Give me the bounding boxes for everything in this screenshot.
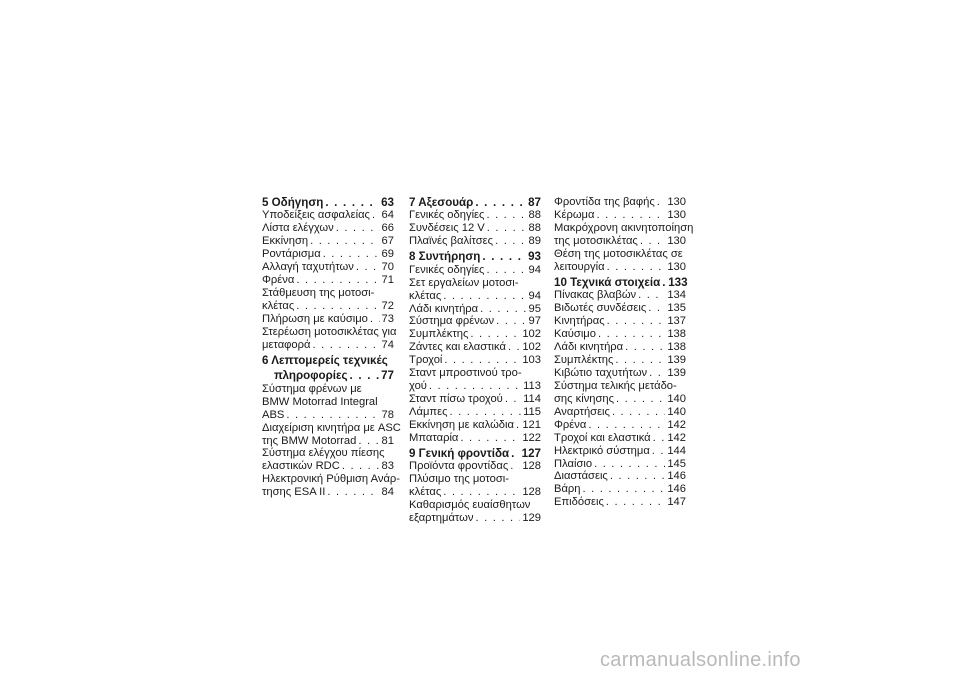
- toc-page-number: 113: [523, 380, 541, 393]
- toc-entry-title: 8 Συντήρηση: [409, 250, 481, 264]
- toc-entry: [554, 483, 686, 496]
- dot-leader: [487, 222, 527, 235]
- toc-entry: [554, 354, 686, 367]
- toc-entry-title: Σύστημα ελέγχου πίεσης: [262, 447, 385, 460]
- toc-entry: [554, 315, 686, 328]
- toc-entry: [409, 473, 541, 486]
- toc-page-number: 70: [381, 261, 394, 274]
- toc-entry-title: λειτουργία: [554, 260, 605, 273]
- toc-entry-title: Διαστάσεις: [554, 470, 608, 483]
- toc-page-number: 146: [667, 470, 686, 483]
- toc-page-number: 138: [667, 340, 686, 353]
- dot-leader: [310, 235, 379, 248]
- dot-leader: [444, 354, 520, 367]
- toc-entry: [409, 315, 541, 328]
- toc-entry: [262, 287, 394, 300]
- toc-chapter-heading: [409, 447, 541, 460]
- dot-leader: [653, 432, 666, 445]
- toc-entry: [554, 209, 686, 222]
- toc-page-number: 66: [381, 222, 394, 235]
- dot-leader: [594, 458, 665, 471]
- dot-leader: [598, 328, 665, 341]
- toc-entry-title: BMW Motorrad Integral: [262, 395, 378, 408]
- dot-leader: [510, 460, 520, 473]
- toc-entry: [554, 406, 686, 419]
- toc-entry-title: Μπαταρία: [409, 432, 459, 445]
- toc-entry-title: Ζάντες και ελαστικά: [409, 341, 506, 354]
- toc-entry: [262, 209, 394, 222]
- toc-entry-title: Σταντ πίσω τροχού: [409, 393, 503, 406]
- toc-entry: [554, 196, 686, 209]
- toc-entry: [262, 460, 394, 473]
- toc-entry: [554, 221, 694, 235]
- dot-leader: [429, 380, 521, 393]
- toc-entry: [409, 380, 541, 393]
- dot-leader: [475, 196, 526, 209]
- toc-column-1: [262, 196, 401, 499]
- toc-chapter-heading: [409, 196, 541, 209]
- toc-entry: [409, 290, 541, 303]
- toc-entry: [554, 432, 686, 445]
- dot-leader: [296, 274, 379, 287]
- toc-page-number: 140: [667, 392, 686, 405]
- toc-entry-title: Επιδόσεις: [554, 496, 604, 509]
- toc-entry-title: Πίνακας βλαβών: [554, 289, 637, 302]
- toc-page-number: 97: [528, 315, 541, 328]
- toc-entry: [262, 274, 394, 287]
- toc-entry-title: Προϊόντα φροντίδας: [409, 460, 509, 473]
- dot-leader: [649, 367, 665, 380]
- dot-leader: [342, 460, 380, 473]
- toc-entry-title: Μακρόχρονη ακινητοποίηση: [554, 221, 694, 234]
- dot-leader: [480, 303, 526, 316]
- toc-page-number: 87: [528, 196, 541, 209]
- dot-leader: [652, 445, 666, 458]
- toc-entry-title: Βιδωτές συνδέσεις: [554, 302, 647, 315]
- dot-leader: [350, 369, 380, 382]
- dot-leader: [610, 470, 665, 483]
- toc-entry-title: τησης ESA II: [262, 486, 326, 499]
- toc-entry-title: μεταφορά: [262, 338, 311, 351]
- dot-leader: [476, 512, 521, 525]
- toc-entry-title: εξαρτημάτων: [409, 512, 474, 525]
- toc-entry-title: Ηλεκτρικό σύστημα: [554, 444, 650, 457]
- toc-entry: [409, 499, 541, 512]
- dot-leader: [443, 290, 526, 303]
- toc-page-number: 128: [522, 460, 541, 473]
- toc-entry: [262, 486, 394, 499]
- toc-page-number: 67: [381, 235, 394, 248]
- toc-entry-title: Αλλαγή ταχυτήτων: [262, 261, 354, 274]
- dot-leader: [325, 196, 379, 209]
- toc-page-number: 140: [667, 405, 686, 418]
- dot-leader: [648, 302, 665, 315]
- toc-entry: [262, 435, 394, 448]
- toc-entry-title: της μοτοσικλέτας: [554, 234, 638, 247]
- toc-entry-title: Πλήρωση με καύσιμο: [262, 313, 368, 326]
- toc-entry-title: Πλαϊνές βαλίτσες: [409, 235, 494, 248]
- dot-leader: [443, 486, 520, 499]
- toc-entry: [262, 261, 394, 274]
- toc-page-number: 103: [522, 354, 541, 367]
- dot-leader: [596, 209, 665, 222]
- toc-page-number: 73: [381, 313, 394, 326]
- toc-entry: [409, 460, 541, 473]
- toc-entry: [262, 222, 394, 235]
- toc-entry-title: Καύσιμο: [554, 327, 596, 340]
- dot-leader: [606, 496, 665, 509]
- toc-page-number: 84: [381, 486, 394, 499]
- toc-chapter-heading: [262, 196, 394, 209]
- toc-chapter-heading: [554, 276, 686, 289]
- toc-column-3: [554, 196, 694, 509]
- toc-entry: [554, 380, 686, 393]
- toc-page-number: 135: [667, 302, 686, 315]
- watermark-text: carmanualsonline.info: [600, 649, 801, 671]
- toc-entry: [262, 421, 401, 435]
- toc-chapter-heading: [409, 250, 541, 263]
- toc-entry: [409, 235, 541, 248]
- toc-page-number: 139: [667, 353, 686, 366]
- toc-entry-title: Εκκίνηση με καλώδια: [409, 419, 514, 432]
- toc-page-number: 145: [667, 457, 686, 470]
- toc-page-number: 89: [528, 235, 541, 248]
- toc-entry: [554, 261, 686, 274]
- toc-entry-title: Στάθμευση της μοτοσι-: [262, 287, 375, 300]
- dot-leader: [638, 289, 665, 302]
- toc-entry-title: πληροφορίες: [274, 369, 348, 383]
- dot-leader: [358, 435, 379, 448]
- dot-leader: [607, 261, 666, 274]
- toc-entry-title: Κινητήρας: [554, 315, 605, 328]
- toc-page-number: 130: [667, 208, 686, 221]
- toc-entry: [554, 470, 686, 483]
- toc-page-number: 88: [528, 222, 541, 235]
- dot-leader: [657, 196, 666, 209]
- toc-page-number: 83: [381, 460, 394, 473]
- toc-entry-title: Λίστα ελέγχων: [262, 222, 334, 235]
- dot-leader: [616, 393, 665, 406]
- toc-entry-title: κλέτας: [409, 289, 442, 302]
- toc-entry: [409, 264, 541, 277]
- toc-entry: [554, 328, 686, 341]
- dot-leader: [336, 222, 380, 235]
- toc-entry: [554, 367, 686, 380]
- toc-entry-title: Τροχοί και ελαστικά: [554, 431, 651, 444]
- toc-entry: [262, 383, 394, 396]
- toc-page-number: 144: [667, 444, 686, 457]
- toc-entry-title: Συμπλέκτης: [554, 353, 614, 366]
- toc-entry-title: Λάδι κινητήρα: [554, 340, 624, 353]
- toc-column-2: [409, 196, 541, 525]
- toc-page-number: 142: [667, 418, 686, 431]
- toc-entry: [409, 486, 541, 499]
- toc-entry: [554, 289, 686, 302]
- toc-page-number: 115: [523, 406, 541, 419]
- toc-page-number: 102: [522, 328, 541, 341]
- toc-entry-title: Σύστημα φρένων με: [262, 382, 362, 395]
- toc-page-number: 81: [381, 434, 394, 447]
- dot-leader: [625, 341, 665, 354]
- toc-entry: [409, 341, 541, 354]
- toc-entry-title: Φροντίδα της βαφής: [554, 196, 655, 208]
- toc-page-number: 94: [528, 263, 541, 276]
- dot-leader: [508, 341, 520, 354]
- dot-leader: [662, 276, 666, 289]
- toc-entry-title: κλέτας: [262, 300, 295, 313]
- toc-chapter-heading: [262, 354, 394, 367]
- toc-page-number: 147: [667, 496, 686, 509]
- toc-entry-title: ABS: [262, 408, 285, 421]
- dot-leader: [486, 264, 526, 277]
- dot-leader: [607, 315, 666, 328]
- toc-page-number: 72: [381, 300, 394, 313]
- toc-entry-title: Λάδι κινητήρα: [409, 302, 479, 315]
- toc-entry: [262, 473, 401, 486]
- dot-leader: [286, 409, 379, 422]
- toc-entry-title: Κιβώτιο ταχυτήτων: [554, 366, 648, 379]
- toc-entry: [409, 512, 541, 525]
- toc-page-number: 64: [381, 209, 394, 222]
- dot-leader: [372, 209, 380, 222]
- toc-entry: [409, 209, 541, 222]
- toc-entry-title: Διαχείριση κινητήρα με ASC: [262, 421, 401, 434]
- dot-leader: [370, 313, 380, 326]
- dot-leader: [505, 393, 521, 406]
- toc-page-number: 130: [667, 260, 686, 273]
- dot-leader: [449, 406, 521, 419]
- toc-entry: [554, 248, 686, 261]
- toc-entry: [554, 302, 686, 315]
- dot-leader: [588, 419, 665, 432]
- toc-page-number: 122: [522, 432, 541, 445]
- toc-entry-title: Βάρη: [554, 483, 581, 496]
- toc-entry-title: Ροντάρισμα: [262, 248, 321, 261]
- toc-page-number: 88: [528, 209, 541, 222]
- dot-leader: [612, 406, 665, 419]
- toc-entry-title: Πλύσιμο της μοτοσι-: [409, 473, 509, 486]
- toc-entry-title: Καθαρισμός ευαίσθητων: [409, 499, 531, 512]
- toc-page-number: 63: [381, 196, 394, 209]
- toc-entry: [554, 235, 686, 248]
- toc-page-number: 127: [521, 447, 541, 461]
- toc-entry-title: Σύστημα τελικής μετάδο-: [554, 379, 677, 392]
- toc-entry: [409, 354, 541, 367]
- toc-entry: [409, 406, 541, 419]
- toc-entry: [409, 222, 541, 235]
- toc-entry-title: Θέση της μοτοσικλέτας σε: [554, 247, 683, 260]
- toc-entry-title: Φρένα: [554, 418, 587, 431]
- dot-leader: [615, 354, 665, 367]
- toc-page-number: 77: [381, 369, 394, 383]
- toc-entry-title: Γενικές οδηγίες: [409, 263, 485, 276]
- toc-entry-title: Ηλεκτρονική Ρύθμιση Ανάρ-: [262, 473, 401, 486]
- toc-page-number: 102: [522, 341, 541, 354]
- toc-entry-title: 10 Τεχνικά στοιχεία: [554, 275, 661, 289]
- dot-leader: [296, 300, 379, 313]
- toc-entry: [554, 393, 686, 406]
- toc-entry: [409, 277, 541, 290]
- toc-entry-title: Αναρτήσεις: [554, 405, 610, 418]
- toc-entry-title: Σετ εργαλείων μοτοσι-: [409, 276, 519, 289]
- dot-leader: [312, 339, 379, 352]
- toc-page-number: 134: [667, 289, 686, 302]
- toc-entry: [554, 458, 686, 471]
- toc-entry: [262, 409, 394, 422]
- toc-page-number: 137: [667, 315, 686, 328]
- toc-page-number: 93: [528, 250, 541, 264]
- toc-page-number: 78: [381, 408, 394, 421]
- dot-leader: [583, 483, 666, 496]
- toc-page-number: 128: [522, 486, 541, 499]
- toc-entry-title: ελαστικών RDC: [262, 460, 340, 473]
- toc-page-number: 121: [522, 419, 541, 432]
- toc-entry: [554, 341, 686, 354]
- toc-entry: [262, 235, 394, 248]
- toc-entry-title: 7 Αξεσουάρ: [409, 196, 474, 209]
- toc-entry: [409, 367, 541, 380]
- toc-entry: [409, 432, 541, 445]
- toc-entry-title: Φρένα: [262, 274, 295, 287]
- toc-page-number: 74: [381, 338, 394, 351]
- toc-page-number: 95: [528, 302, 541, 315]
- toc-page-number: 133: [668, 275, 688, 289]
- toc-page-number: 69: [381, 248, 394, 261]
- toc-page-number: 139: [667, 366, 686, 379]
- toc-entry-title: Συνδέσεις 12 V: [409, 222, 485, 235]
- dot-leader: [516, 419, 520, 432]
- toc-entry-title: Τροχοί: [409, 354, 443, 367]
- dot-leader: [486, 209, 526, 222]
- toc-entry-title: 9 Γενική φροντίδα: [409, 447, 510, 461]
- toc-entry-title: 5 Οδήγηση: [262, 196, 324, 209]
- toc-entry: [409, 419, 541, 432]
- dot-leader: [511, 447, 520, 460]
- toc-entry: [262, 339, 394, 352]
- toc-entry-title: Υποδείξεις ασφαλείας: [262, 209, 370, 222]
- toc-entry-title: Συμπλέκτης: [409, 328, 469, 341]
- dot-leader: [356, 261, 380, 274]
- toc-entry-title: Κέρωμα: [554, 208, 595, 221]
- dot-leader: [327, 486, 379, 499]
- toc-entry: [409, 393, 541, 406]
- toc-entry-title: Γενικές οδηγίες: [409, 209, 485, 222]
- toc-entry: [554, 445, 686, 458]
- toc-entry: [262, 396, 394, 409]
- dot-leader: [640, 235, 666, 248]
- toc-entry: [262, 300, 394, 313]
- toc-entry: [554, 496, 686, 509]
- toc-entry: [409, 303, 541, 316]
- toc-entry-title: Πλαίσιο: [554, 457, 593, 470]
- toc-page-number: 94: [528, 289, 541, 302]
- toc-entry-title: Λάμπες: [409, 406, 448, 419]
- dot-leader: [470, 328, 520, 341]
- toc-entry-title: 6 Λεπτομερείς τεχνικές: [262, 353, 388, 367]
- toc-page-number: 142: [667, 431, 686, 444]
- dot-leader: [323, 248, 380, 261]
- toc-entry-title: Στερέωση μοτοσικλέτας για: [262, 325, 397, 338]
- toc-page-number: 129: [522, 512, 541, 525]
- toc-entry-title: Σύστημα φρένων: [409, 315, 495, 328]
- toc-entry-title: κλέτας: [409, 486, 442, 499]
- toc-page-number: 130: [667, 234, 686, 247]
- toc-entry-title: της BMW Motorrad: [262, 434, 357, 447]
- toc-entry-title: Σταντ μπροστινού τρο-: [409, 367, 522, 380]
- toc-entry-title: σης κίνησης: [554, 392, 615, 405]
- toc-page-number: 138: [667, 327, 686, 340]
- toc-entry: [262, 248, 394, 261]
- toc-page-number: 146: [667, 483, 686, 496]
- toc-page-number: 114: [523, 393, 541, 406]
- toc-entry: [262, 313, 394, 326]
- toc-entry-title: Εκκίνηση: [262, 235, 309, 248]
- toc-entry: [554, 419, 686, 432]
- dot-leader: [482, 250, 526, 263]
- toc-entry: [409, 328, 541, 341]
- dot-leader: [495, 235, 526, 248]
- dot-leader: [460, 432, 520, 445]
- dot-leader: [496, 315, 526, 328]
- toc-entry-title: χού: [409, 380, 427, 393]
- toc-chapter-heading: [262, 369, 394, 382]
- toc-page-number: 71: [381, 274, 394, 287]
- toc-entry: [262, 447, 394, 460]
- toc-entry: [262, 325, 397, 339]
- toc-page-number: 130: [667, 196, 686, 208]
